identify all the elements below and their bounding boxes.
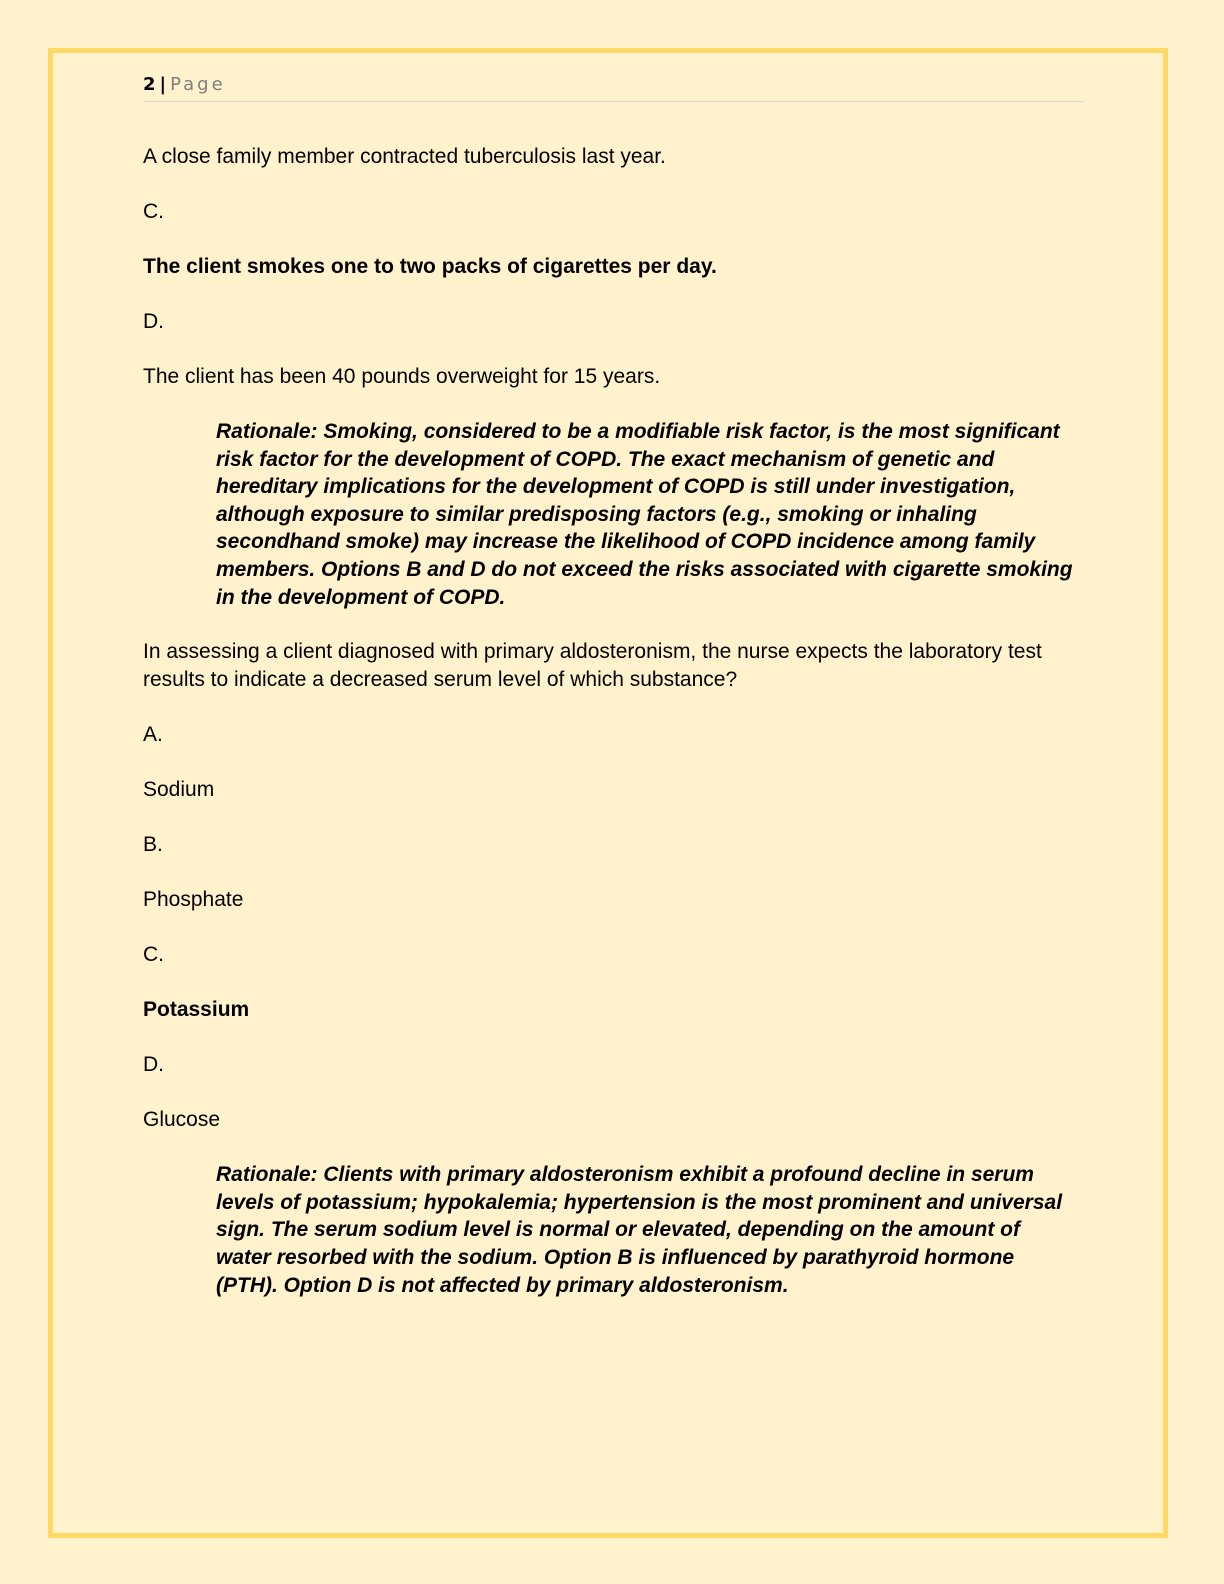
option-letter: C. — [143, 200, 164, 223]
correct-answer: Potassium — [143, 998, 250, 1022]
correct-answer: The client smokes one to two packs of cigarettes per day. — [143, 255, 717, 278]
option-letter: B. — [143, 833, 163, 857]
option-letter: C. — [143, 943, 164, 967]
option-letter: D. — [143, 1053, 164, 1077]
option-text: Glucose — [143, 1108, 221, 1132]
question-text: In assessing a client diagnosed with primary aldosteronism, the nurse expects the laboratory test results to indicate a decreased serum level of which substance? — [143, 640, 1042, 692]
page-header — [143, 74, 1085, 102]
option-letter: A. — [143, 723, 163, 747]
option-text: Sodium — [143, 778, 215, 802]
page-number: 2 — [143, 74, 156, 95]
page-label: Page — [170, 74, 226, 95]
document-body — [143, 143, 1083, 1326]
page-separator: | — [159, 74, 167, 95]
option-text: A close family member contracted tuberculosis last year. — [143, 145, 666, 168]
option-letter: D. — [143, 310, 164, 333]
rationale: Rationale: Clients with primary aldosteronism exhibit a profound decline in serum levels of potassium; hypokalemia; hypertension is the most prominent and universal sign. The serum sodium level is normal or elevated, depending on the amount of water resorbed with the sodium. Option B is influenced by parathyroid hormone (PTH). Option D is not affected by primary aldosteronism. — [216, 1163, 1063, 1297]
rationale: Rationale: Smoking, considered to be a modifiable risk factor, is the most significant risk factor for the development of COPD. The exact mechanism of genetic and hereditary implications for the development of COPD is still under investigation, although exposure to similar predisposing factors (e.g., smoking or inhaling secondhand smoke) may increase the likelihood of COPD incidence among family members. Options B and D do not exceed the risks associated with cigarette smoking in the development of COPD. — [216, 420, 1073, 609]
option-text: Phosphate — [143, 888, 244, 912]
option-text: The client has been 40 pounds overweight for 15 years. — [143, 365, 661, 388]
